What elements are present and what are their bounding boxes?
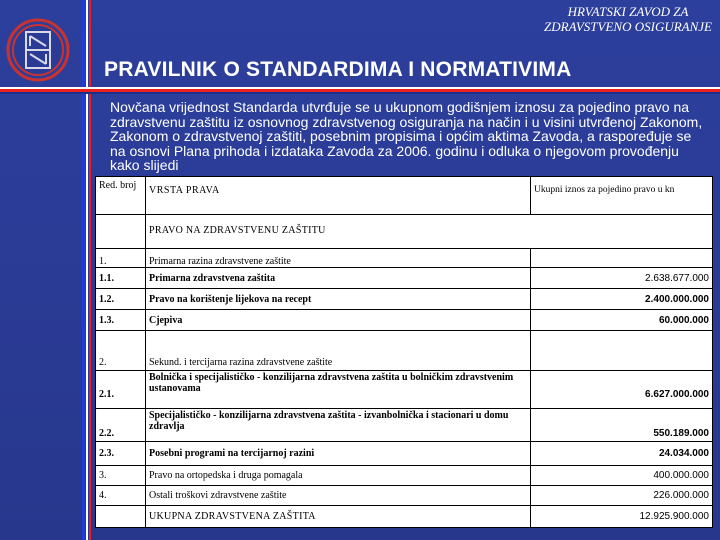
row-no: 2.3. (96, 442, 146, 466)
row-name: Specijalističko - konzilijarna zdravstvena zaštita - izvanbolnička i stacionari u domu zdravlja (146, 409, 531, 442)
row-amount: 550.189.000 (531, 409, 713, 442)
row-name: Bolnička i specijalističko - konzilijarna zdravstvena zaštita u bolničkim zdravstvenim ustanovama (146, 371, 531, 409)
table-row (96, 371, 713, 409)
row-no: 3. (96, 466, 146, 486)
total-row (96, 506, 713, 528)
row-name: Pravo na korištenje lijekova na recept (146, 289, 531, 310)
row-name: Primarna razina zdravstvene zaštite (146, 249, 531, 268)
row-no: 1.3. (96, 310, 146, 331)
org-name (544, 4, 712, 34)
row-no: 1.2. (96, 289, 146, 310)
table-row (96, 268, 713, 289)
table-row (96, 289, 713, 310)
section-row (96, 215, 713, 249)
row-name: Cjepiva (146, 310, 531, 331)
stripe-blue (0, 92, 720, 94)
row-no: 4. (96, 486, 146, 506)
decor-line-blue (82, 0, 85, 540)
table-header-row (96, 177, 713, 215)
table-row (96, 486, 713, 506)
table-row (96, 331, 713, 371)
row-no: 2.2. (96, 409, 146, 442)
col-header-no: Red. broj (96, 177, 146, 215)
row-amount (531, 249, 713, 268)
slide-title: PRAVILNIK O STANDARDIMA I NORMATIVIMA (104, 58, 572, 81)
standards-table (95, 176, 713, 528)
row-amount: 400.000.000 (531, 466, 713, 486)
row-name: Sekund. i tercijarna razina zdravstvene zaštite (146, 331, 531, 371)
table-row (96, 466, 713, 486)
decor-line-red (89, 0, 91, 540)
row-amount (531, 331, 713, 371)
table-row (96, 310, 713, 331)
col-header-amount: Ukupni iznos za pojedino pravo u kn (531, 177, 713, 215)
org-line-1: HRVATSKI ZAVOD ZA (567, 4, 689, 19)
intro-paragraph: Novčana vrijednost Standarda utvrđuje se u ukupnom godišnjem iznosu za pojedino pravo na zdravstvenu zaštitu iz osnovnog zdravstvenog osiguranja na način i u visini utvrđenoj Zakonom, Zakonom o zdravstvenoj zaštiti, posebnim propisima i općim aktima Zavoda, a raspoređuje se na osnovi Plana prihoda i izdataka Zavoda za 2006. godinu i odluka o njegovom provođenju kako slijedi (110, 100, 703, 174)
row-amount: 2.638.677.000 (531, 268, 713, 289)
row-no: 1.1. (96, 268, 146, 289)
row-no: 1. (96, 249, 146, 268)
section-title: PRAVO NA ZDRAVSTVENU ZAŠTITU (146, 215, 713, 249)
total-label: UKUPNA ZDRAVSTVENA ZAŠTITA (146, 506, 531, 528)
hzzo-logo-icon (6, 18, 70, 82)
row-name: Pravo na ortopedska i druga pomagala (146, 466, 531, 486)
row-no: 2.1. (96, 371, 146, 409)
table-row (96, 409, 713, 442)
org-line-2: ZDRAVSTVENO OSIGURANJE (544, 19, 712, 34)
row-amount: 6.627.000.000 (531, 371, 713, 409)
row-name: Posebni programi na tercijarnoj razini (146, 442, 531, 466)
row-amount: 60.000.000 (531, 310, 713, 331)
table-row (96, 442, 713, 466)
row-amount: 2.400.000.000 (531, 289, 713, 310)
table-cell (96, 215, 146, 249)
row-amount: 24.034.000 (531, 442, 713, 466)
table-cell (96, 506, 146, 528)
row-name: Ostali troškovi zdravstvene zaštite (146, 486, 531, 506)
table-row (96, 249, 713, 268)
decor-line-white (86, 0, 88, 540)
col-header-type: VRSTA PRAVA (146, 177, 531, 215)
row-no: 2. (96, 331, 146, 371)
row-name: Primarna zdravstvena zaštita (146, 268, 531, 289)
total-amount: 12.925.900.000 (531, 506, 713, 528)
row-amount: 226.000.000 (531, 486, 713, 506)
